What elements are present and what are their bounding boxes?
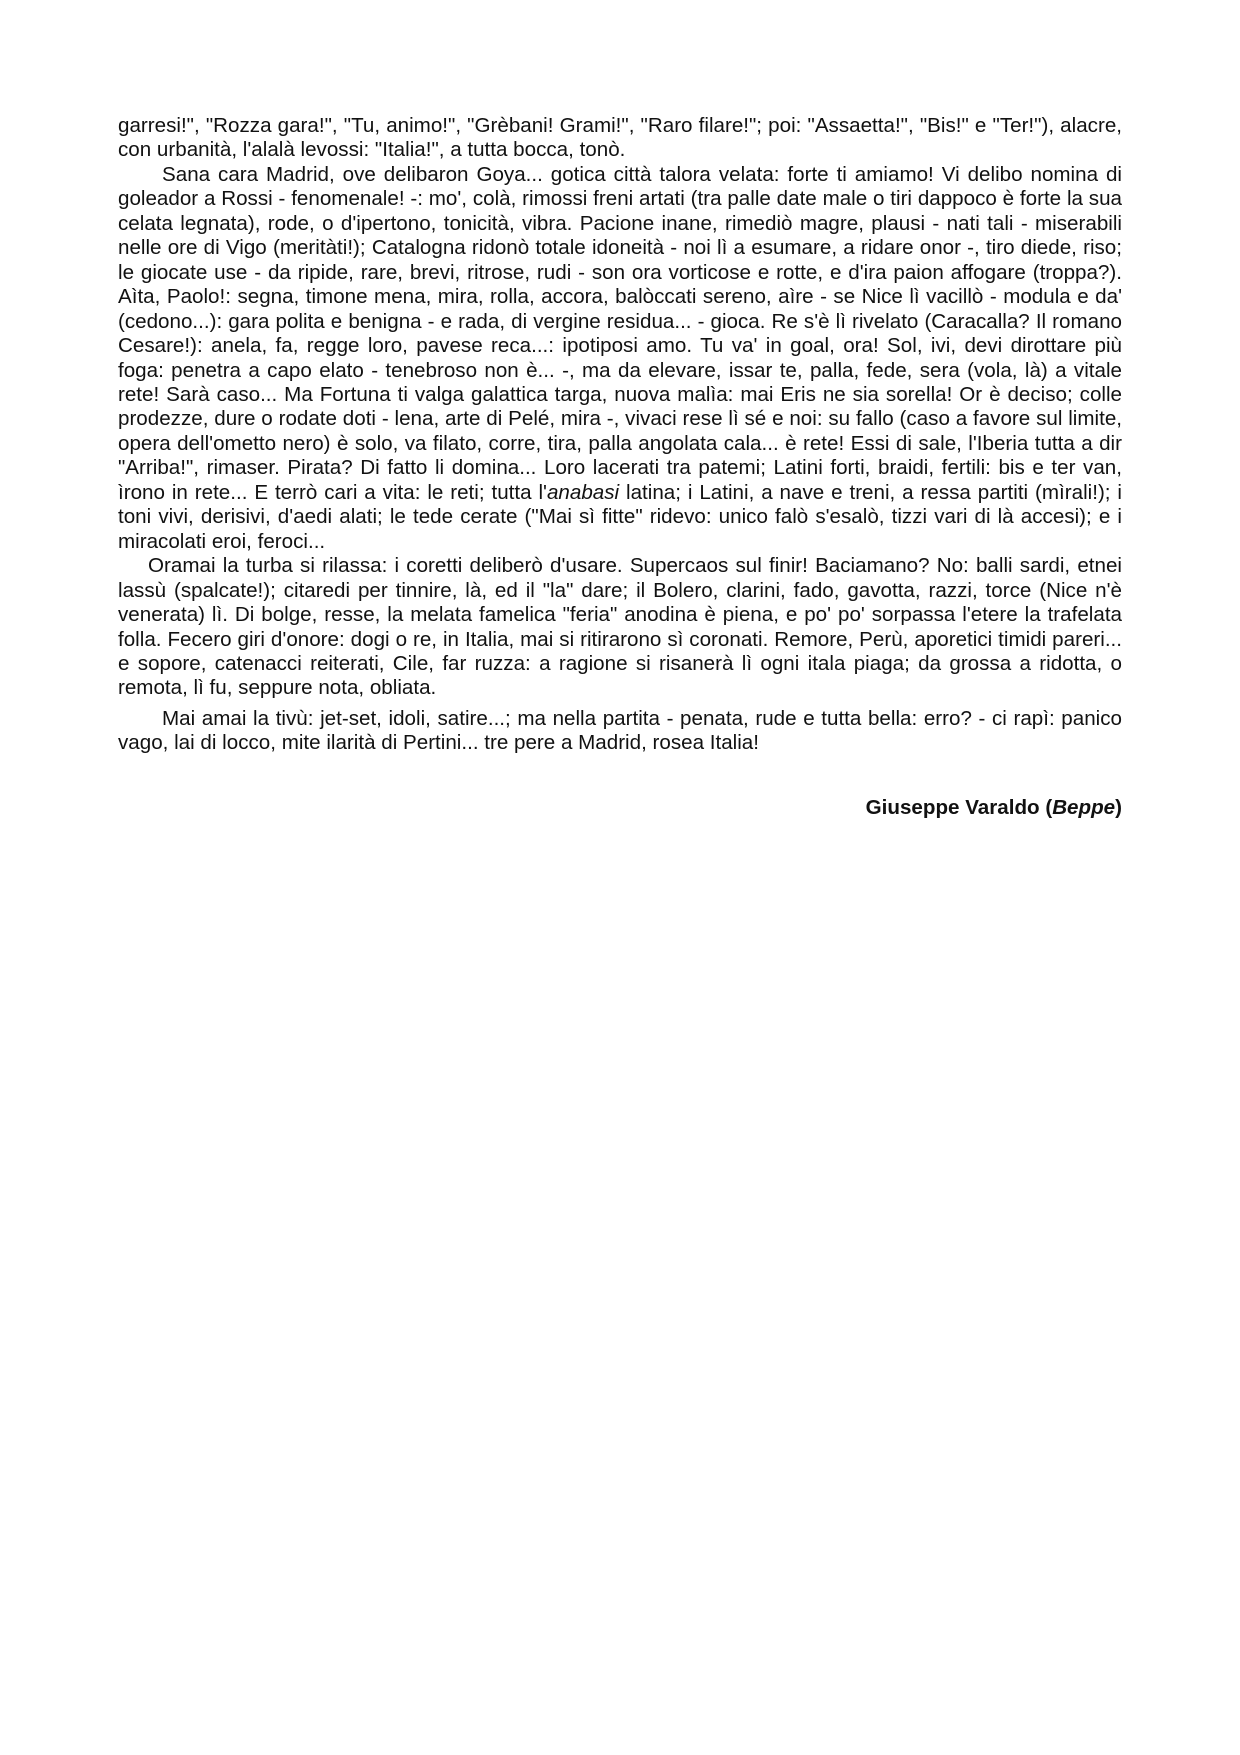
document-page (118, 114, 1122, 820)
author-signature (118, 796, 1122, 820)
paragraph-oramai (118, 554, 1122, 701)
author-close: ) (1115, 795, 1122, 819)
paragraph-madrid (118, 163, 1122, 554)
author-nickname: Beppe (1052, 795, 1116, 819)
paragraph-continuation (118, 114, 1122, 163)
paragraph-text: garresi!", "Rozza gara!", "Tu, animo!", "Grèbani! Grami!", "Raro filare!"; poi: "Assaetta!", "Bis!" e "Ter!"), alacre, con urbanità, l'alalà levossi: "Italia!", a tutta bocca, tonò. (118, 114, 1122, 162)
paragraph-text: Oramai la turba si rilassa: i coretti deliberò d'usare. Supercaos sul finir! Baciamano? No: balli sardi, etnei lassù (spalcate!); citaredi per tinnire, là, ed il "la" dare; il Bolero, clarini, fado, gavotta, razzi, torce (Nice n'è venerata) lì. Di bolge, resse, la melata famelica "feria" anodina è piena, e po' po' sorpassa l'etere la trafelata folla. Fecero giri d'onore: dogi o re, in Italia, mai si ritirarono sì coronati. Remore, Perù, aporetici timidi pareri... e sopore, catenacci reiterati, Cile, far ruzza: a ragione si risanerà lì ogni itala piaga; da grossa a ridotta, o remota, lì fu, seppure nota, obliata. (118, 554, 1122, 700)
paragraph-text: Mai amai la tivù: jet-set, idoli, satire...; ma nella partita - penata, rude e tutta bella: erro? - ci rapì: panico vago, lai di locco, mite ilarità di Pertini... tre pere a Madrid, rosea Italia! (118, 706, 1122, 755)
italic-word: anabasi (546, 480, 620, 504)
author-name: Giuseppe Varaldo ( (865, 795, 1053, 819)
paragraph-text-rest: latina; i Latini, a nave e treni, a ressa partiti (mìrali!); i toni vivi, derisivi, d'aedi alati; le tede cerate ("Mai sì fitte" ridevo: unico falò s'esalò, tizzi vari di là accesi); e i miracolati eroi, feroci... (118, 480, 1122, 553)
paragraph-text: Sana cara Madrid, ove delibaron Goya... gotica città talora velata: forte ti amiamo! Vi delibo nomina di goleador a Rossi - fenomenale! -: mo', colà, rimossi freni artati (tra palle date male o tiri dappoco è forte la sua celata legnata), rode, o d'ipertono, tonicità, vibra. Pacione inane, rimediò magre, plausi - nati tali - miserabili nelle ore di Vigo (meritàti!); Catalogna ridonò totale idoneità - noi lì a esumare, a ridare onor -, tiro diede, riso; le giocate use - da ripide, rare, brevi, ritrose, rudi - son ora vorticose e rotte, e d'ira paion affogare (troppa?). Aìta, Paolo!: segna, timone mena, mira, rolla, accora, balòccati sereno, aìre - se Nice lì vacillò - modula e da' (cedono...): gara polita e benigna - e rada, di vergine residua... - gioca. Re s'è lì rivelato (Caracalla? Il romano Cesare!): anela, fa, regge loro, pavese reca...: ipotiposi amo. Tu va' in goal, ora! Sol, ivi, devi dirottare più foga: penetra a capo elato - tenebroso non è... -, ma da elevare, issar te, palla, fede, sera (vola, là) a vitale rete! Sarà caso... Ma Fortuna ti valga galattica targa, nuova malìa: mai Eris ne sia sorella! Or è deciso; colle prodezze, dure o rodate doti - lena, arte di Pelé, mira -, vivaci rese lì sé e noi: su fallo (caso a favore sul limite, opera dell'ometto nero) è solo, va filato, corre, tira, palla angolata cala... è rete! Essi di sale, l'Iberia tutta a dir "Arriba!", rimaser. Pirata? Di fatto li domina... Loro lacerati tra patemi; Latini forti, braidi, fertili: bis e ter van, ìrono in rete... E terrò cari a vita: le reti; tutta l' (118, 162, 1122, 504)
paragraph-tivu (118, 707, 1122, 756)
